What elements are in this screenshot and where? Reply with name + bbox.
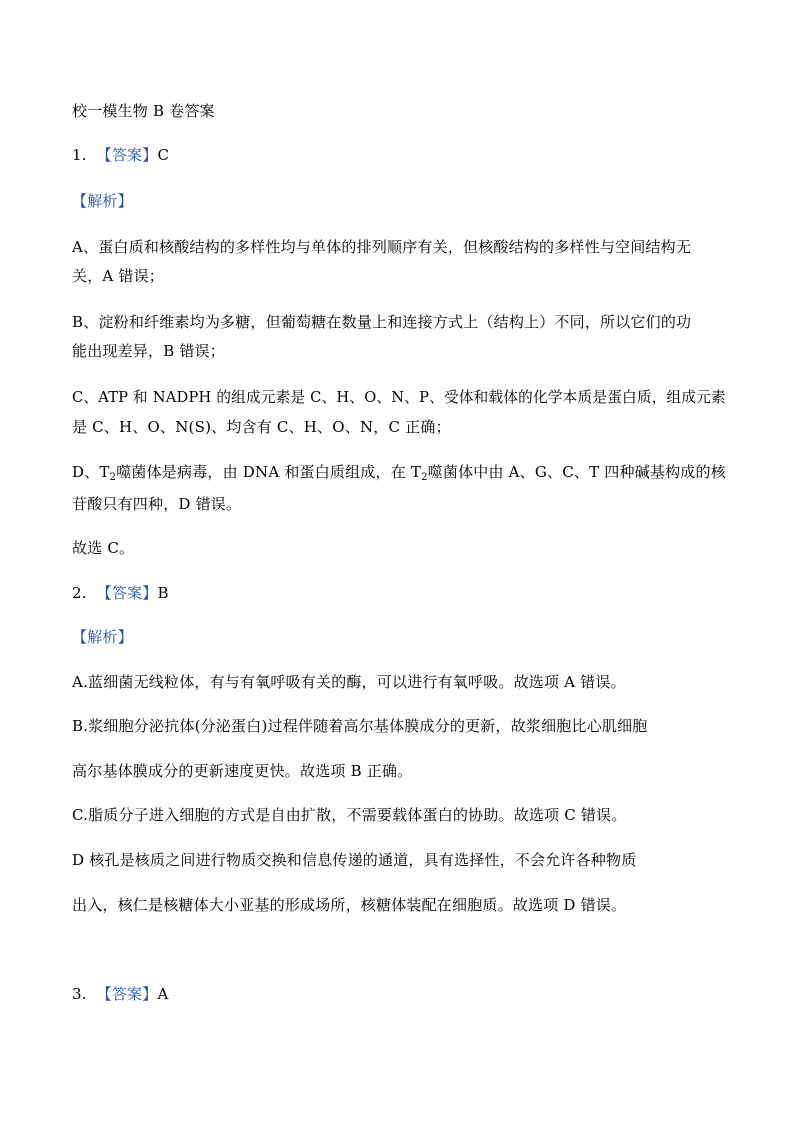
q1-option-c-line2: 是 C、H、O、N(S)、均含有 C、H、O、N，C 正确； (72, 418, 451, 436)
q1-option-a-line2: 关，A 错误； (72, 267, 165, 285)
q1-d-part3: 噬菌体中由 A、G、C、T 四种碱基构成的核 (427, 463, 726, 481)
q2-number: 2. (72, 584, 87, 602)
q3-number: 3. (72, 985, 87, 1003)
q2-answer-value: B (157, 584, 169, 602)
q1-d-part2: 噬菌体是病毒，由 DNA 和蛋白质组成，在 T (116, 463, 422, 481)
q1-number: 1. (72, 146, 87, 164)
q1-option-d-line2: 苷酸只有四种，D 错误。 (72, 495, 242, 513)
q3-answer-tag: 【答案】 (96, 985, 158, 1003)
q2-analysis-tag: 【解析】 (72, 628, 133, 646)
q3-answer-line (72, 984, 169, 1004)
q1-option-b-line1: B、淀粉和纤维素均为多糖，但葡萄糖在数量上和连接方式上（结构上）不同，所以它们的功 (72, 313, 692, 331)
document-title: 校一模生物 B 卷答案 (72, 102, 215, 120)
q1-conclusion: 故选 C。 (72, 539, 135, 557)
q1-d-part1: D、T (72, 463, 110, 481)
q1-answer-tag: 【答案】 (96, 146, 158, 164)
q2-option-b-line2: 高尔基体膜成分的更新速度更快。故选项 B 正确。 (72, 762, 413, 780)
q2-option-c: C.脂质分子进入细胞的方式是自由扩散，不需要载体蛋白的协助。故选项 C 错误。 (72, 806, 627, 824)
q2-answer-line (72, 583, 169, 603)
q1-option-b-line2: 能出现差异，B 错误； (72, 342, 225, 360)
q2-answer-tag: 【答案】 (96, 584, 158, 602)
q1-d-subscript-2: 2 (421, 472, 428, 483)
q2-option-b-line1: B.浆细胞分泌抗体(分泌蛋白)过程伴随着高尔基体膜成分的更新，故浆细胞比心肌细胞 (72, 717, 648, 735)
q1-answer-line (72, 145, 169, 165)
q1-option-a-line1: A、蛋白质和核酸结构的多样性均与单体的排列顺序有关，但核酸结构的多样性与空间结构无 (72, 238, 692, 256)
q2-option-a: A.蓝细菌无线粒体，有与有氧呼吸有关的酶，可以进行有氧呼吸。故选项 A 错误。 (72, 673, 626, 691)
q1-answer-value: C (157, 146, 170, 164)
q1-d-subscript-1: 2 (109, 472, 117, 483)
q1-option-c-line1: C、ATP 和 NADPH 的组成元素是 C、H、O、N、P、受体和载体的化学本质是蛋白质，组成元素 (72, 388, 726, 406)
q3-answer-value: A (157, 985, 169, 1003)
q2-option-d-line1: D 核孔是核质之间进行物质交换和信息传递的通道，具有选择性，不会允许各种物质 (72, 851, 637, 869)
q1-option-d-line1 (72, 462, 726, 482)
q1-analysis-tag: 【解析】 (72, 192, 133, 210)
q2-option-d-line2: 出入，核仁是核糖体大小亚基的形成场所，核糖体装配在细胞质。故选项 D 错误。 (72, 896, 627, 914)
